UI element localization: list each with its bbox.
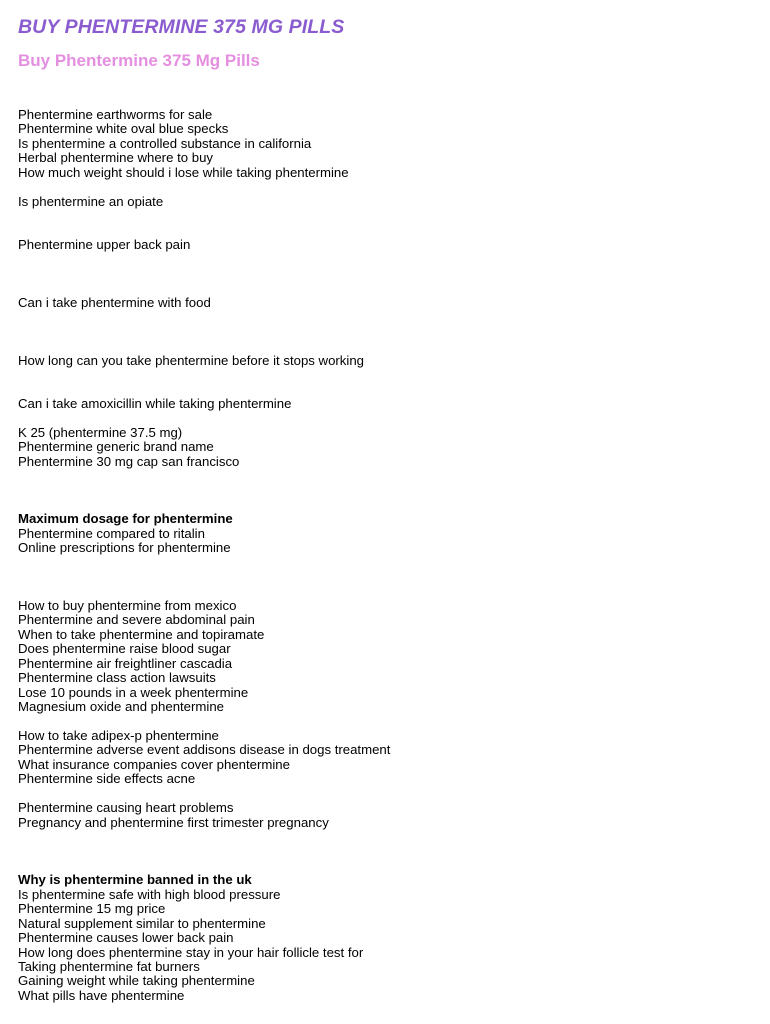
text-line: Does phentermine raise blood sugar [18,641,231,657]
text-line: Can i take phentermine with food [18,294,211,310]
text-line: Phentermine generic brand name [18,439,214,455]
text-line: What insurance companies cover phentermine [18,756,290,772]
document-page [18,14,760,1003]
line-spacer [18,469,760,512]
text-line: Taking phentermine fat burners [18,959,200,974]
text-line: K 25 (phentermine 37.5 mg) [18,424,183,440]
text-line: Is phentermine safe with high blood pressure [18,886,281,902]
line-spacer [18,310,760,353]
text-line: How long can you take phentermine before it stops working [18,352,364,368]
text-line: Is phentermine a controlled substance in california [18,135,312,151]
line-spacer [18,252,760,295]
page-title: BUY PHENTERMINE 375 MG PILLS [18,16,345,38]
text-line: How much weight should i lose while taking phentermine [18,164,349,180]
text-line: Phentermine white oval blue specks [18,121,229,137]
text-line: Lose 10 pounds in a week phentermine [18,684,249,700]
page-subtitle: Buy Phentermine 375 Mg Pills [18,51,260,70]
line-spacer [18,830,760,873]
line-spacer [18,787,760,801]
text-line: Phentermine side effects acne [18,771,196,787]
text-line: Phentermine 15 mg price [18,901,166,917]
text-line: Can i take amoxicillin while taking phentermine [18,395,292,411]
text-line: Phentermine compared to ritalin [18,525,205,541]
text-line: Natural supplement similar to phentermine [18,915,266,931]
text-line: How long does phentermine stay in your hair follicle test for [18,944,364,960]
text-line: Phentermine air freightliner cascadia [18,655,233,671]
text-line: Pregnancy and phentermine first trimester pregnancy [18,814,329,830]
line-spacer [18,715,760,729]
text-line: Phentermine upper back pain [18,236,191,252]
text-line: Phentermine class action lawsuits [18,670,216,686]
text-line: Gaining weight while taking phentermine [18,973,255,989]
text-line: Is phentermine an opiate [18,193,164,209]
text-line: Magnesium oxide and phentermine [18,699,224,715]
text-line: Phentermine earthworms for sale [18,107,213,122]
text-line: Phentermine adverse event addisons disease in dogs treatment [18,742,391,758]
text-line: How to buy phentermine from mexico [18,598,237,614]
text-line: What pills have phentermine [18,987,185,1003]
line-spacer [18,368,760,397]
text-line: When to take phentermine and topiramate [18,626,265,642]
text-line: Phentermine causes lower back pain [18,930,234,946]
line-spacer [18,180,760,194]
text-line: Herbal phentermine where to buy [18,150,213,166]
text-line: Phentermine and severe abdominal pain [18,612,255,628]
bold-text-line: Maximum dosage for phentermine [18,511,233,527]
bold-text-line: Why is phentermine banned in the uk [18,872,252,888]
line-spacer [18,209,760,238]
text-line: Online prescriptions for phentermine [18,540,231,556]
text-line: Phentermine causing heart problems [18,800,234,816]
text-line: How to take adipex-p phentermine [18,727,219,743]
line-spacer [18,411,760,425]
body-text-list [18,108,760,1003]
text-line: Phentermine 30 mg cap san francisco [18,453,240,469]
line-spacer [18,556,760,599]
